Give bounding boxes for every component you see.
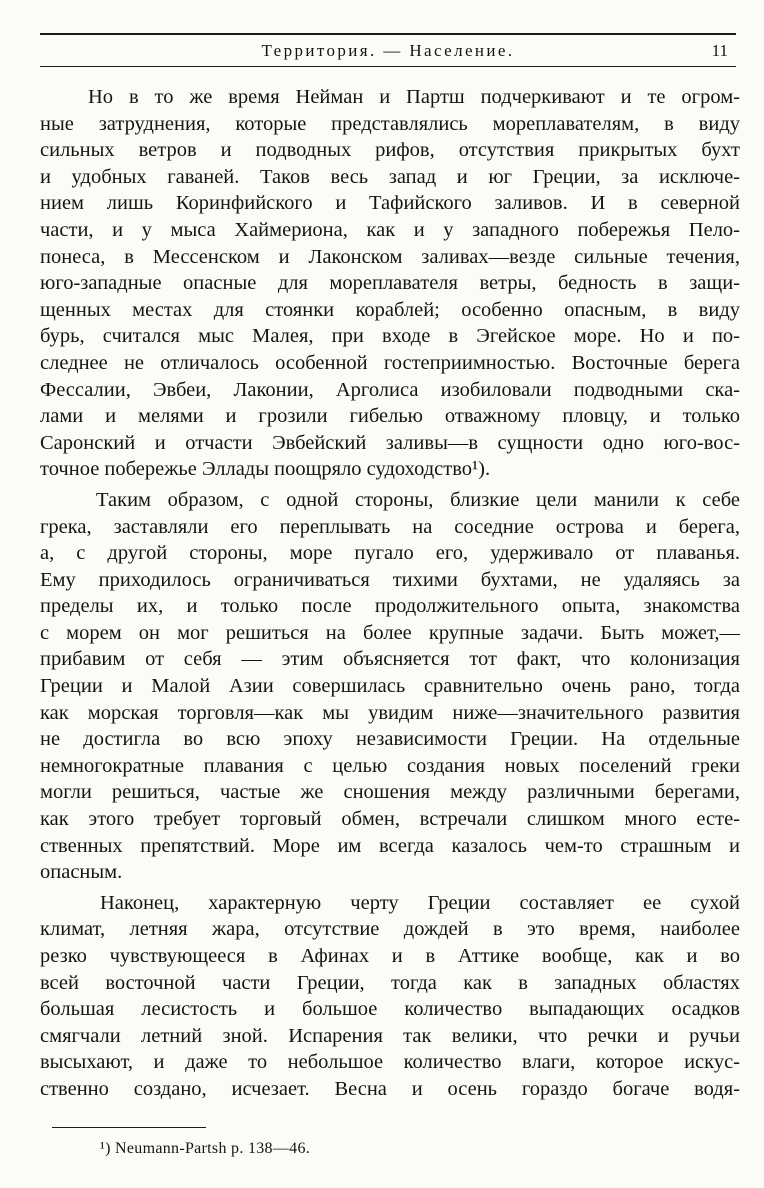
text-line: и удобных гаваней. Таков весь запад и юг Греции, за исключе- bbox=[40, 165, 740, 188]
text-line: сильных ветров и подводных рифов, отсутствия прикрытых бухт bbox=[40, 139, 740, 162]
text-line: нием лишь Коринфийского и Тафийского заливов. И в северной bbox=[40, 192, 740, 215]
text-line: опасным. bbox=[40, 861, 123, 884]
text-line: ные затруднения, которые представлялись мореплавателям, в виду bbox=[40, 112, 740, 135]
text-line: пределы их, и только после продолжительного опыта, знакомства bbox=[40, 595, 740, 618]
text-line: Но в то же время Нейман и Партш подчеркивают и те огром- bbox=[88, 86, 740, 108]
text-line: немногократные плавания с целью создания новых поселений греки bbox=[40, 754, 740, 777]
text-line: резко чувствующееся в Афинах и в Аттике вообще, как и во bbox=[40, 945, 740, 967]
text-line: понеса, в Мессенском и Лаконском заливах—везде сильные течения, bbox=[40, 245, 740, 268]
text-line: не достигла во всю эпоху независимости Греции. На отдельные bbox=[40, 728, 740, 751]
text-line: лами и мелями и грозили гибелью отважному пловцу, и только bbox=[40, 405, 740, 428]
text-line: Саронский и отчасти Эвбейский заливы—в сущности одно юго-вос- bbox=[40, 431, 740, 454]
text-line: грека, заставляли его переплывать на соседние острова и берега, bbox=[40, 515, 740, 538]
text-line: бурь, считался мыс Малея, при входе в Эгейское море. Но и по- bbox=[40, 325, 740, 348]
text-line: прибавим от себя — этим объясняется тот факт, что колонизация bbox=[40, 648, 740, 671]
running-title: Территория. — Население. bbox=[261, 41, 515, 60]
paragraph bbox=[40, 84, 740, 483]
header-rule bbox=[40, 66, 736, 67]
paragraph bbox=[40, 890, 740, 1103]
text-line: как этого требует торговый обмен, встречали слишком много есте- bbox=[40, 808, 740, 831]
text-line: ственно создано, исчезает. Весна и осень гораздо богаче водя- bbox=[40, 1077, 740, 1100]
body-text bbox=[40, 84, 740, 1103]
text-line: ственных препятствий. Море им всегда казалось чем-то страшным и bbox=[40, 834, 740, 857]
text-line: могли решиться, частые же сношения между различными берегами, bbox=[40, 781, 740, 804]
footnote-rule bbox=[52, 1127, 206, 1128]
text-line: смягчали летний зной. Испарения так велики, что речки и ручьи bbox=[40, 1024, 740, 1047]
text-line: следнее не отличалось особенной гостеприимностью. Восточные берега bbox=[40, 351, 740, 374]
text-line: Фессалии, Эвбеи, Лаконии, Арголиса изобиловали подводными ска- bbox=[40, 378, 740, 401]
text-line: части, и у мыса Хаймериона, как и у западного побережья Пело- bbox=[40, 218, 740, 241]
text-line: большая лесистость и большое количество выпадающих осадков bbox=[40, 998, 740, 1021]
page-number: 11 bbox=[711, 41, 728, 60]
text-line: щенных местах для стоянки кораблей; особенно опасным, в виду bbox=[40, 298, 740, 321]
running-header bbox=[40, 38, 736, 64]
text-line: климат, летняя жара, отсутствие дождей в это время, наиболее bbox=[40, 918, 740, 941]
text-line: Таким образом, с одной стороны, близкие цели манили к себе bbox=[96, 488, 740, 511]
paragraph bbox=[40, 487, 740, 886]
text-line: юго-западные опасные для мореплавателя ветры, бедность в защи- bbox=[40, 272, 740, 295]
text-line: а, с другой стороны, море пугало его, удерживало от плаванья. bbox=[40, 542, 740, 565]
text-line: Греции и Малой Азии совершилась сравнительно очень рано, тогда bbox=[40, 675, 740, 698]
text-line: Ему приходилось ограничиваться тихими бухтами, не удаляясь за bbox=[40, 568, 740, 591]
text-line: точное побережье Эллады поощряло судоходство¹). bbox=[40, 458, 491, 481]
text-line: Наконец, характерную черту Греции составляет ее сухой bbox=[100, 891, 740, 914]
footnote: ¹) Neumann-Partsh p. 138—46. bbox=[100, 1140, 311, 1157]
text-line: высыхают, и даже то небольшое количество влаги, которое искус- bbox=[40, 1051, 740, 1074]
text-line: всей восточной части Греции, тогда как в западных областях bbox=[40, 971, 740, 994]
top-rule bbox=[40, 33, 736, 35]
text-line: как морская торговля—как мы увидим ниже—значительного развития bbox=[40, 701, 740, 724]
text-line: с морем он мог решиться на более крупные задачи. Быть может,— bbox=[40, 621, 740, 644]
